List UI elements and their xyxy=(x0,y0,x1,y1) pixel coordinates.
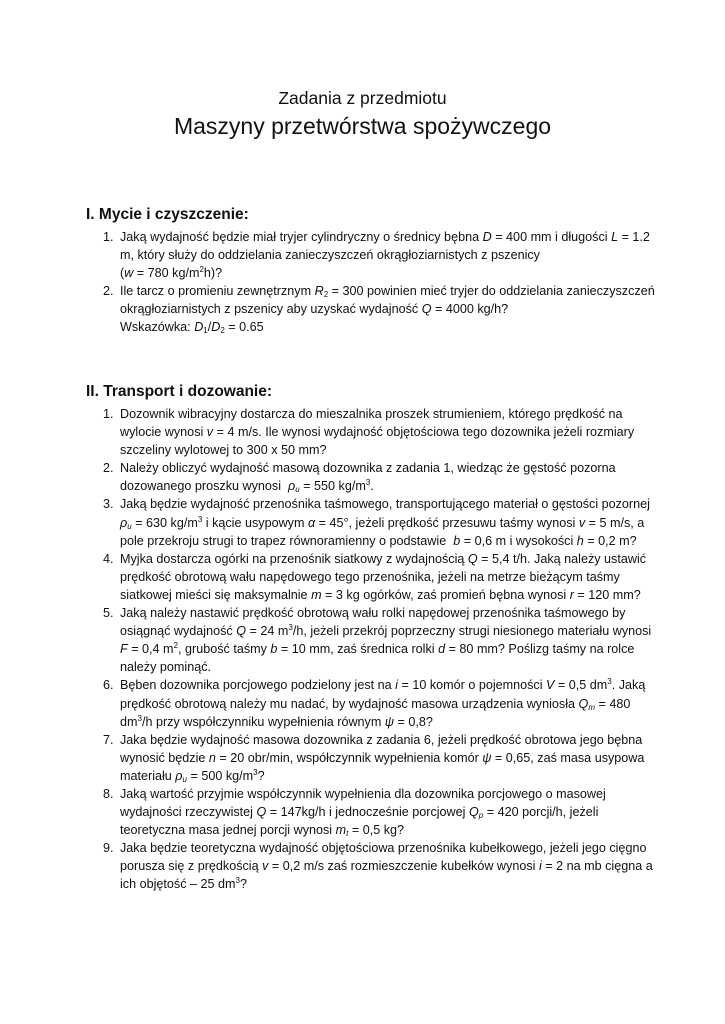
section-cleaning xyxy=(86,204,655,337)
task-item xyxy=(86,405,646,459)
document-subtitle: Zadania z przedmiotu xyxy=(278,88,447,108)
section-heading: II. Transport i dozowanie: xyxy=(86,383,273,400)
task-text-line: dozowanego proszku wynosi $\rho_u = 550$ $kg/m^3$. xyxy=(120,478,374,495)
hint-text: Wskazówka: $D_1/D_2 = 0.65$ xyxy=(120,320,264,336)
task-text-line: Dozownik wibracyjny dostarcza do mieszalnika proszek strumieniem, którego prędkość na xyxy=(120,407,623,421)
task-text-line: (w = 780 $kg/m^2h$)? xyxy=(120,265,223,281)
task-text-line: wydajności rzeczywistej Q = 147kg/h i jednocześnie porcjowej $Q_p = 420$ porcji/h, jeżeli xyxy=(120,805,599,821)
task-text-line: Bęben dozownika porcjowego podzielony jest na i = 10 komór o pojemności V = 0,5 $dm^3$. Jaką xyxy=(120,677,646,693)
task-item xyxy=(86,839,653,893)
task-text-line: wylocie wynosi v = 4 m/s. Ile wynosi wydajność objętościowa tego dozownika jeżeli rozmiary xyxy=(120,425,635,440)
task-item xyxy=(86,282,655,318)
task-text-line: pole przekroju strugi to trapez równoramienny o podstawie b = 0,6 m i wysokości h = 0,2 m? xyxy=(120,533,637,548)
task-number: 6. xyxy=(103,678,114,693)
task-item xyxy=(86,459,646,495)
task-number: 9. xyxy=(103,841,114,856)
task-number: 7. xyxy=(103,732,114,747)
task-text-line: Jaką będzie wydajność przenośnika taśmowego, transportującego materiał o gęstości pozornej xyxy=(120,497,650,512)
task-text-line: porusza się z prędkością v = 0,2 m/s zaś rozmieszczenie kubełków wynosi i = 2 na mb cięgna a xyxy=(120,859,653,874)
task-text-line: należy pominąć. xyxy=(120,660,212,675)
task-text-line: Myjka dostarcza ogórki na przenośnik siatkowy z wydajnością Q = 5,4 t/h. Jaką należy ustawić xyxy=(120,551,647,566)
task-item xyxy=(86,228,650,282)
task-item xyxy=(86,676,646,730)
task-text-line: $dm^3/h$ przy współczynniku wypełnienia równym ψ = 0,8? xyxy=(120,713,433,729)
task-text-line: $\rho_u = 630$ $kg/m^3$ i kącie usypowym α = 45°, jeżeli prędkość przesuwu taśmy wynosi v = 5 m/s, a xyxy=(120,514,645,531)
document-title: Maszyny przetwórstwa spożywczego xyxy=(173,113,552,139)
task-number: 3. xyxy=(103,497,114,512)
task-text-line: m, który służy do oddzielania zanieczyszczeń okrągłoziarnistych z pszenicy xyxy=(120,248,540,263)
task-text-line: prędkość obrotową należy mu nadać, by wydajność masowa urządzenia wyniosła $Q_m = 480$ xyxy=(120,696,631,712)
section-transport xyxy=(86,381,653,894)
task-number: 2. xyxy=(103,284,114,299)
task-text-line: osiągnąć wydajność Q = 24 $m^3/h$, jeżeli przekrój poprzeczny strugi niesionego materiału wynosi xyxy=(120,623,652,639)
task-text-line: Jaką należy nastawić prędkość obrotową wału rolki napędowej przenośnika taśmowego by xyxy=(120,606,626,621)
task-text-line: ich objętość – 25 $dm^3$? xyxy=(120,876,247,892)
task-text-line: materiału $\rho_u = 500$ $kg/m^3$? xyxy=(120,767,265,784)
task-text-line: Ile tarcz o promieniu zewnętrznym $R_2 = 300$ powinien mieć tryjer do oddzielania zanieczyszczeń xyxy=(120,284,655,300)
task-item xyxy=(86,785,646,839)
task-text-line: Jaka będzie wydajność masowa dozownika z zadania 6, jeżeli prędkość obrotowa jego bębna xyxy=(120,732,643,747)
task-text-line: siatkowej mieści się maksymalnie m = 3 kg ogórków, zaś promień bębna wynosi r = 120 mm? xyxy=(120,587,641,602)
task-text-line: F = 0,4 $m^2$, grubość taśmy b = 10 mm, zaś średnica rolki d = 80 mm? Poślizg taśmy na rolce xyxy=(120,641,635,657)
task-text-line: Należy obliczyć wydajność masową dozownika z zadania 1, wiedząc że gęstość pozorna xyxy=(120,461,616,476)
task-text-line: okrągłoziarnistych z pszenicy aby uzyskać wydajność Q = 4000 kg/h? xyxy=(120,302,509,317)
task-number: 8. xyxy=(103,786,114,801)
task-number: 1. xyxy=(103,230,114,244)
task-number: 2. xyxy=(103,461,114,476)
task-item xyxy=(86,604,652,676)
task-text-line: Jaka będzie teoretyczna wydajność objętościowa przenośnika kubełkowego, jeżeli jego cięgno xyxy=(120,841,647,856)
task-number: 5. xyxy=(103,606,114,621)
task-number: 1. xyxy=(103,407,114,421)
task-text-line: prędkość obrotową wału napędowego tego przenośnika, jeżeli na metrze bieżącym taśmy xyxy=(120,569,620,584)
task-item xyxy=(86,731,646,785)
section-heading: I. Mycie i czyszczenie: xyxy=(86,206,249,223)
task-number: 4. xyxy=(103,551,114,566)
task-item xyxy=(86,495,650,549)
task-text-line: Jaką wydajność będzie miał tryjer cylindryczny o średnicy bębna D = 400 mm i długości L = 1.2 xyxy=(120,230,650,244)
task-text-line: Jaką wartość przyjmie współczynnik wypełnienia dla dozownika porcjowego o masowej xyxy=(120,786,606,801)
task-text-line: teoretyczna masa jednej porcji wynosi $m_t = 0,5$ kg? xyxy=(120,823,405,839)
task-list xyxy=(86,228,655,318)
task-list xyxy=(86,405,653,894)
task-item xyxy=(86,550,646,604)
task-text-line: szczeliny wylotowej to 300 x 50 mm? xyxy=(120,443,327,458)
task-text-line: wynosić będzie n = 20 obr/min, współczynnik wypełnienia komór ψ = 0,65, zaś masa usypowa xyxy=(120,750,645,765)
